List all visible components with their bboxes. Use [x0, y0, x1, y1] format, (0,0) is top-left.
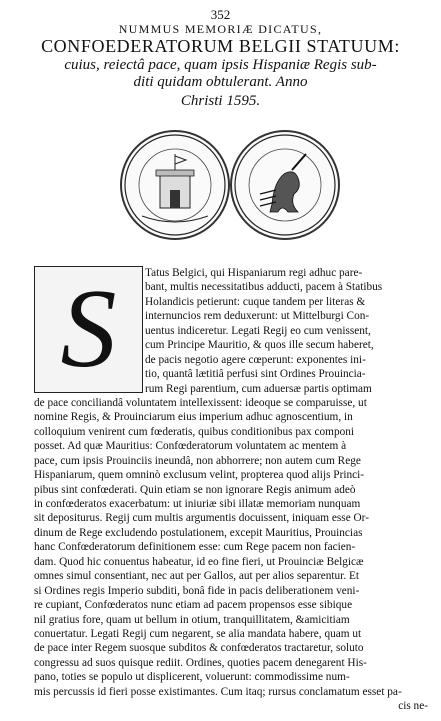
body-line: de pace conciliandâ voluntatem intellexissent: ideoque se comparuisse, ut [34, 396, 367, 409]
body-line: Holandicis petierunt: cuque tandem per literas & [145, 295, 366, 308]
body-line: nil gratius fore, quam ut bellum in otium, tranquillitatem, &amicitiam [34, 613, 350, 626]
title-line-1: cuius, reiectâ pace, quam ipsis Hispaniæ Regis sub- [64, 57, 377, 73]
tower-emblem-icon [122, 132, 228, 238]
body-line: Tatus Belgici, qui Hispaniarum regi adhuc pare- [145, 267, 363, 279]
body-line: tio, quantâ lætitiâ perfusi sint Ordines Prouincia- [145, 368, 366, 381]
body-line: re cupiant, Confœderatos nunc etiam ad pacem propensos esse sibique [34, 599, 353, 612]
body-line: cum Principe Mauritio, & quos ille secum haberet, [145, 339, 374, 352]
body-line: bant, multis necessitatibus adducti, pacem à Statibus [145, 281, 383, 294]
heading-line-1: NUMMUS MEMORIÆ DICATUS, [118, 22, 323, 36]
body-line: omnes simul consentiant, nec aut per Gallos, aut per alios separentur. Et [34, 570, 360, 583]
drop-cap-letter: S [60, 267, 117, 391]
body-line: de pace inter Regem suosque subditos & confœderatos tractaretur, soluto [34, 642, 364, 655]
body-line: congressu ad suos quisque rediit. Ordines, quoties pacem denegarent His- [34, 656, 367, 669]
body-line: mis percussis id fieri posse existimantes. Cum itaq; rursus conclamatum esset pa- [34, 685, 402, 698]
body-text [34, 266, 428, 714]
body-line: si Ordines regis Imperio subditi, bonâ fide in pacis deliberationem veni- [34, 584, 360, 597]
body-line: conuertatur. Legati Regij cum negarent, se alia mandata habere, quam ut [34, 627, 362, 640]
title-line-3: Christi 1595. [180, 93, 261, 109]
body-line: dam. Quod hic conuentus habeatur, id eo fine fieri, ut Prouinciæ Belgicæ [34, 555, 364, 568]
title-line-2: diti quidam obtulerant. Anno [133, 74, 308, 90]
body-line: uentus indiceretur. Legati Regij eo cum venissent, [145, 324, 371, 337]
body-line: hanc Confœderatorum definitionem esse: cum Rege pacem non facien- [34, 541, 356, 554]
body-line: colloquium venirent cum fœderatis, quibus conditionibus pax componi [34, 425, 355, 438]
body-line: in confœderatos exacerbatum: ut iniuriæ sibi illatæ memoriam nunquam [34, 498, 361, 510]
body-line: nomine Regis, & Prouinciarum eius imperium adhuc agnoscentium, in [34, 411, 353, 424]
page-number: 352 [210, 7, 231, 22]
lion-emblem-icon [232, 132, 338, 238]
body-line: Hispaniarum, quem omninò exclusum velint, propterea quod alijs Princi- [34, 469, 365, 482]
body-line: de pacis negotio agere cœperunt: exponentes ini- [145, 353, 366, 366]
body-line: dinum de Rege excludendo postulationem, excepit Mauritius, Prouincias [34, 526, 363, 539]
medal-obverse-image [120, 130, 230, 240]
body-line: cis ne- [398, 700, 428, 713]
body-line: pano, toties se populo ut displicerent, voluerunt: commodissime num- [34, 671, 350, 684]
medal-reverse-image [230, 130, 340, 240]
body-line: internuncios rem deduxerunt: ut Mittelburgi Con- [145, 310, 370, 323]
body-line: pibus sint confœderati. Quin etiam se non ignorare Regis animum adeò [34, 483, 356, 496]
body-line: pace, cum ipsis Prouinciis ineundâ, non abhorrere; non autem cum Rege [34, 454, 361, 467]
body-line: sit depositurus. Regij cum multis argumentis docuissent, iniquam esse Or- [34, 512, 369, 525]
body-line: rum Regi parentium, cum aduersæ partis optimam [145, 382, 372, 395]
heading-line-2: CONFOEDERATORUM BELGII STATUUM: [41, 36, 400, 56]
body-line: posset. Ad quæ Mauritius: Confœderatorum voluntatem ac mentem à [34, 440, 347, 453]
